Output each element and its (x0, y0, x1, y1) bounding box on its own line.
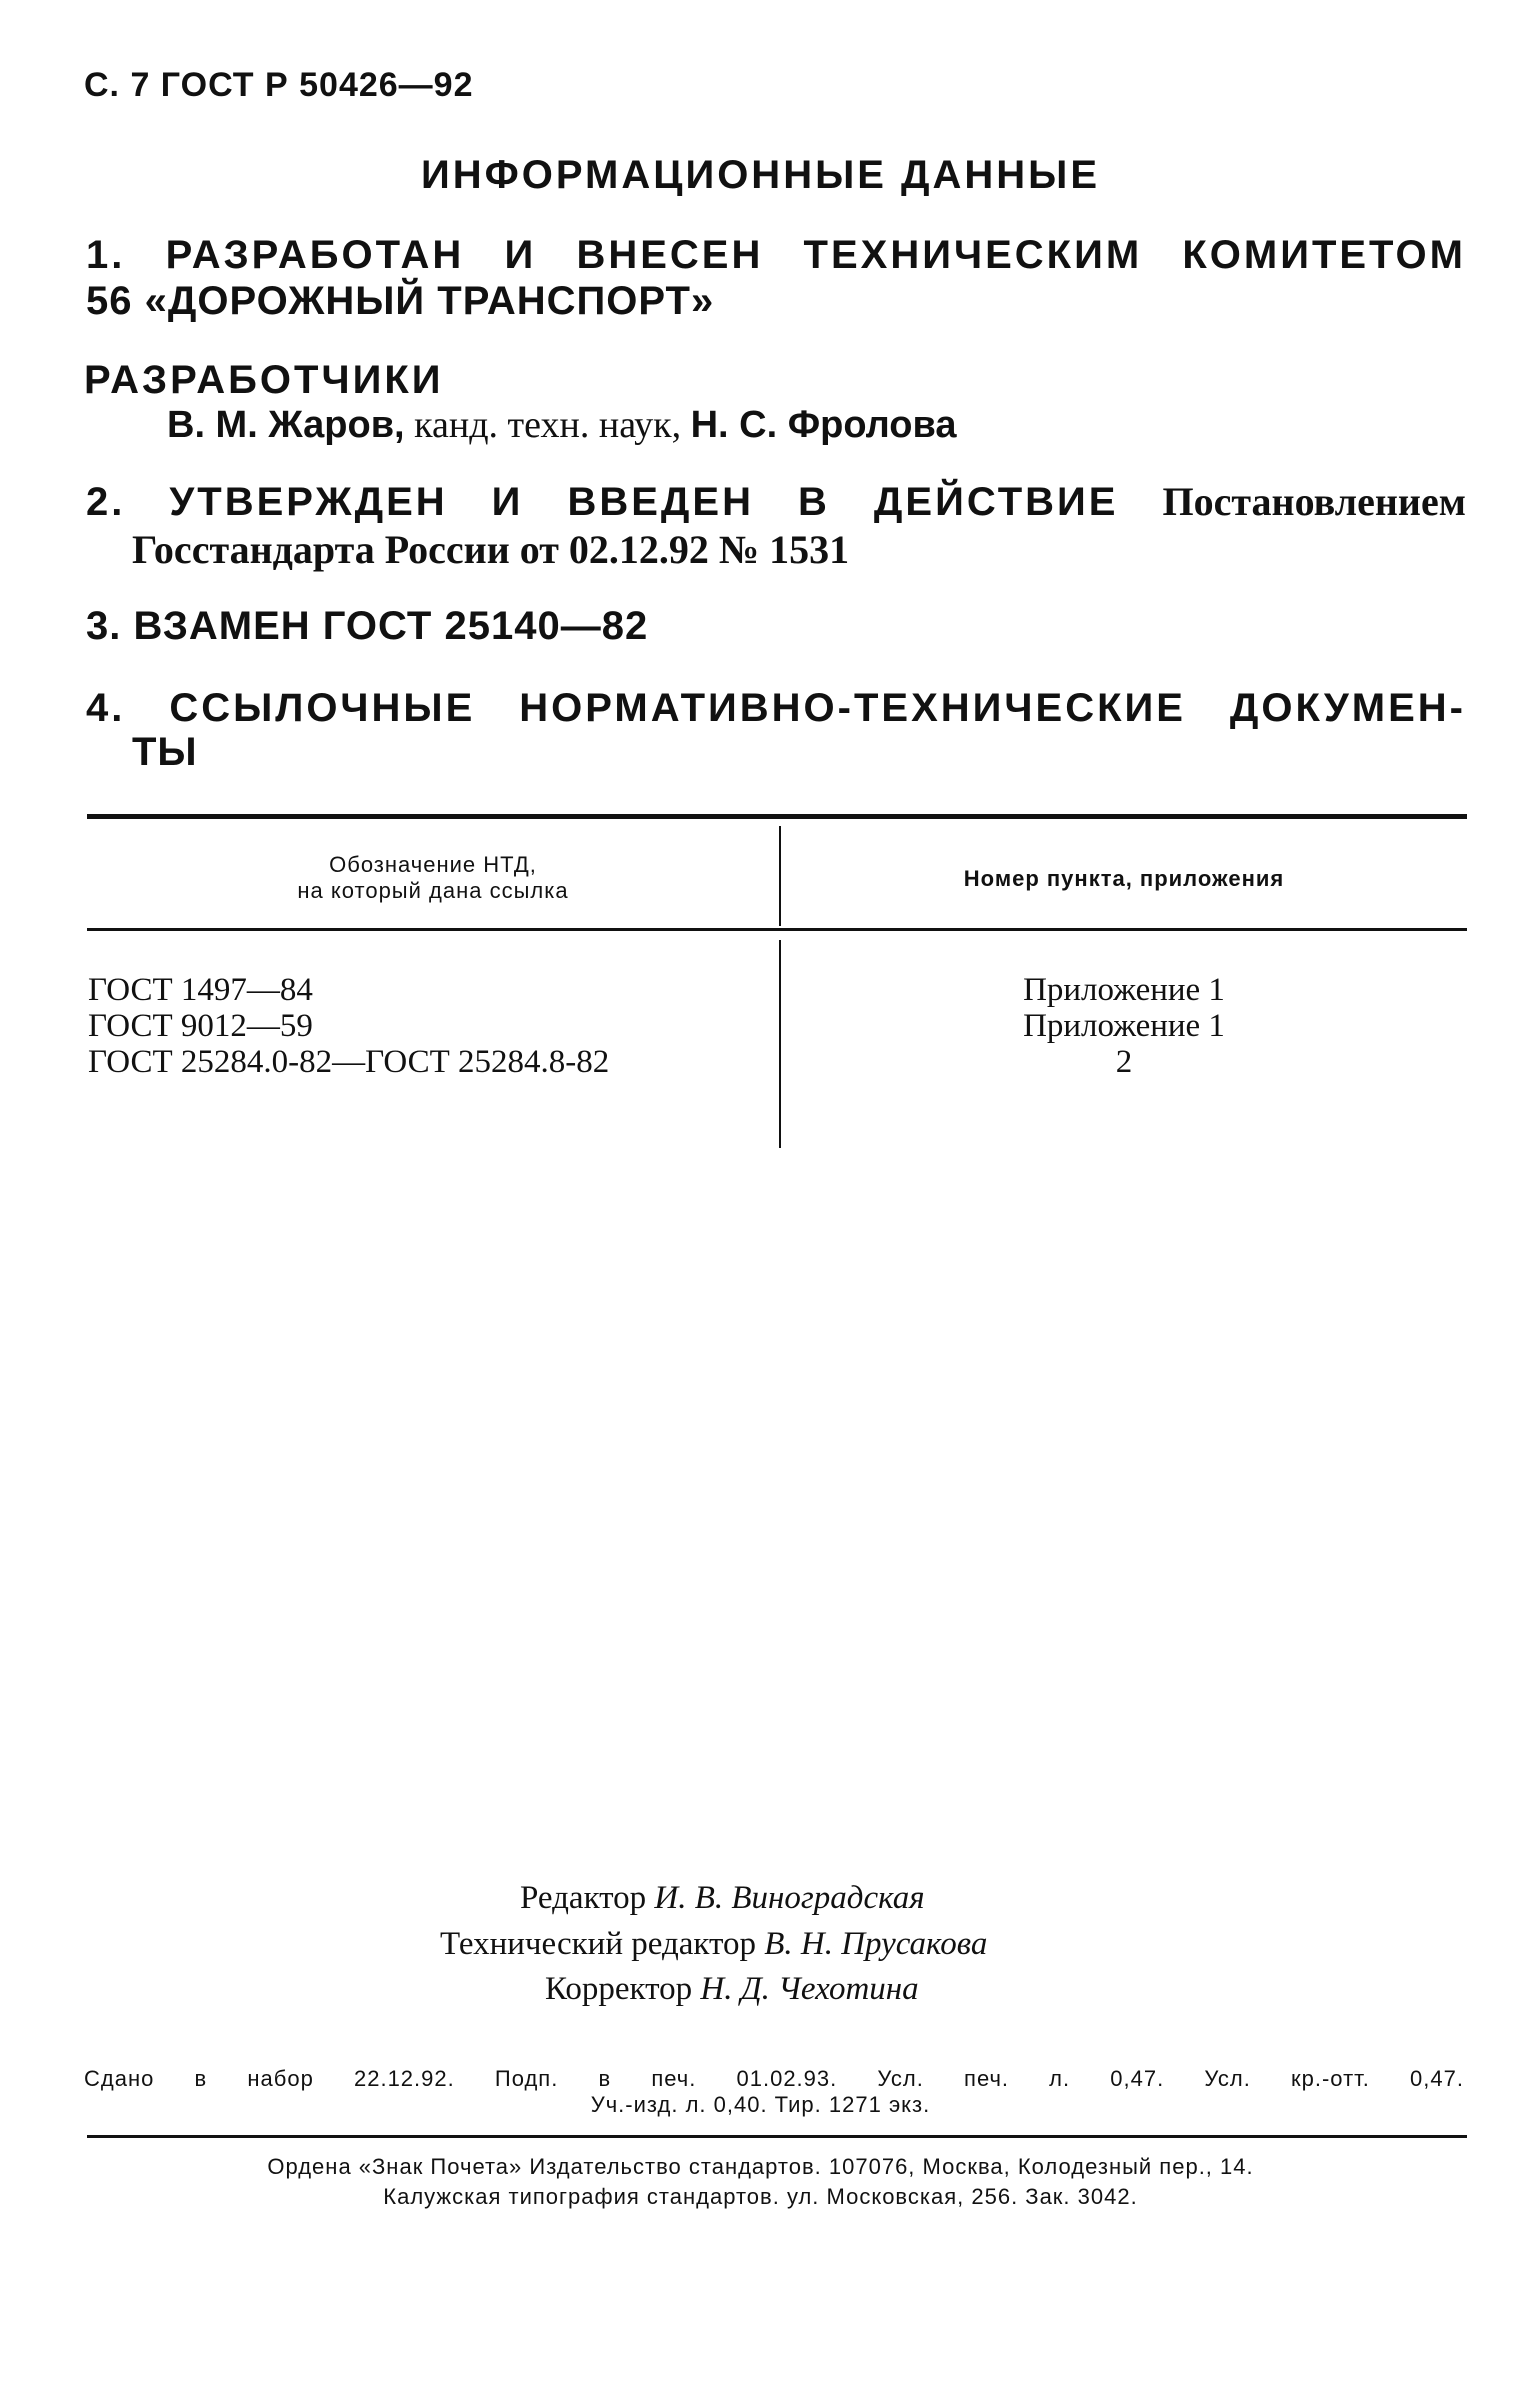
text: ВНЕСЕН (576, 233, 764, 277)
credit-tech-editor (440, 1928, 987, 1961)
text: УТВЕРЖДЕН (169, 480, 448, 524)
credit-editor (520, 1882, 925, 1915)
page-header: С. 7 ГОСТ Р 50426—92 (84, 66, 474, 104)
text: 2. (86, 480, 126, 524)
text: НОРМАТИВНО-ТЕХНИЧЕСКИЕ (519, 686, 1186, 730)
developers-heading: РАЗРАБОТЧИКИ (84, 358, 444, 402)
header-line: Обозначение НТД, (329, 852, 537, 877)
publisher-line-1: Ордена «Знак Почета» Издательство стандартов. 107076, Москва, Колодезный пер., 14. (267, 2154, 1254, 2179)
developers-names (167, 406, 956, 444)
table-col1-header (87, 852, 779, 905)
item-3: 3. ВЗАМЕН ГОСТ 25140—82 (86, 604, 649, 648)
table-cell: ГОСТ 9012—59 (88, 1008, 313, 1044)
label: Корректор (545, 1971, 701, 2007)
text: ДЕЙСТВИЕ (873, 480, 1119, 524)
text: ДОКУМЕН- (1229, 686, 1466, 730)
text: ТЕХНИЧЕСКИМ (803, 233, 1143, 277)
item-1-line-1 (86, 235, 1466, 275)
text: Постановлением (1162, 479, 1466, 524)
table-cell: Приложение 1 (1023, 1008, 1225, 1044)
item-2-line-2: Госстандарта России от 02.12.92 № 1531 (132, 527, 850, 572)
table-top-rule (87, 814, 1467, 819)
table-cell: ГОСТ 1497—84 (88, 972, 313, 1008)
item-1-line-2: 56 «ДОРОЖНЫЙ ТРАНСПОРТ» (86, 279, 715, 323)
section-title: ИНФОРМАЦИОННЫЕ ДАННЫЕ (420, 153, 1101, 197)
label: Редактор (520, 1880, 655, 1916)
text: РАЗРАБОТАН (165, 233, 465, 277)
name: И. В. Виноградская (654, 1880, 925, 1916)
table-cell: Приложение 1 (1023, 972, 1225, 1008)
text: КОМИТЕТОМ (1182, 233, 1466, 277)
text: 4. (86, 686, 126, 730)
name: В. Н. Прусакова (764, 1926, 988, 1962)
table-cell: 2 (1115, 1044, 1133, 1080)
text: 1. (86, 233, 126, 277)
name: Н. Д. Чехотина (700, 1971, 919, 2007)
text: ССЫЛОЧНЫЕ (169, 686, 476, 730)
credit-corrector (545, 1973, 919, 2006)
label: Технический редактор (440, 1926, 765, 1962)
item-4-line-1 (86, 688, 1466, 728)
text: ВВЕДЕН (567, 480, 754, 524)
imprint-line-1: Сдано в набор 22.12.92. Подп. в печ. 01.02.93. Усл. печ. л. 0,47. Усл. кр.-отт. 0,47. (84, 2066, 1464, 2091)
text: В (798, 480, 830, 524)
item-2-line-1 (86, 479, 1466, 524)
developer-name: В. М. Жаров, (167, 404, 405, 446)
table-cell: ГОСТ 25284.0-82—ГОСТ 25284.8-82 (88, 1044, 610, 1080)
item-4-line-2: ТЫ (132, 730, 198, 774)
text: И (491, 480, 524, 524)
developer-degree: канд. техн. наук, (404, 404, 691, 446)
table-col2-header: Номер пункта, приложения (963, 866, 1285, 891)
text: И (504, 233, 537, 277)
publisher-line-2: Калужская типография стандартов. ул. Московская, 256. Зак. 3042. (383, 2184, 1138, 2209)
imprint-line-2: Уч.-изд. л. 0,40. Тир. 1271 экз. (590, 2092, 931, 2117)
imprint-rule (87, 2135, 1467, 2138)
header-line: на который дана ссылка (297, 878, 569, 904)
table-col2-cells (781, 972, 1467, 1080)
table-header-rule (87, 928, 1467, 931)
table-col1-cells (88, 972, 609, 1080)
developer-name: Н. С. Фролова (690, 404, 957, 446)
